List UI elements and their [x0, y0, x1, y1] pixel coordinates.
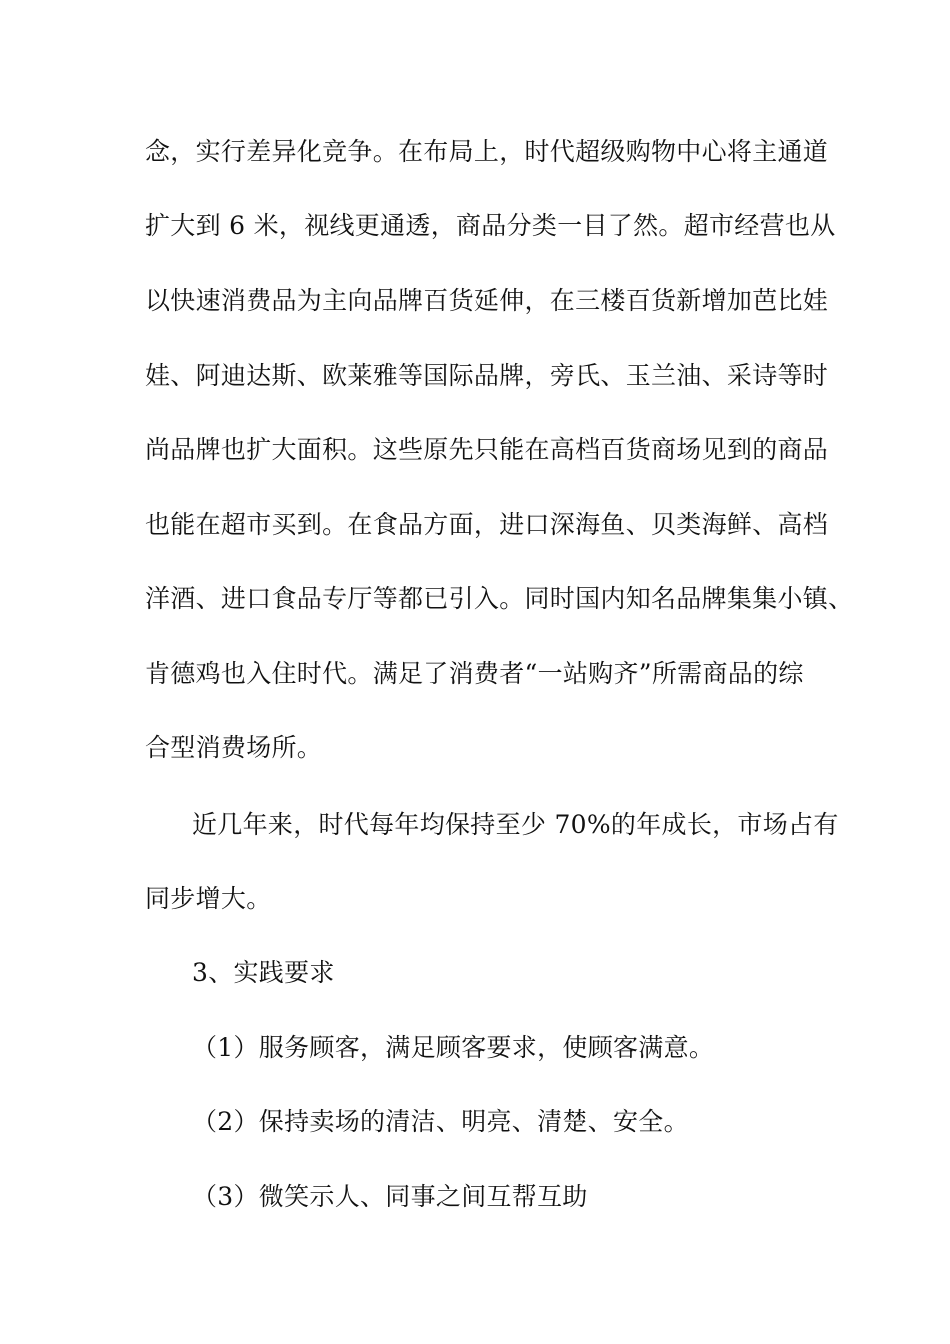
paragraph-line: 同步增大。	[145, 884, 272, 913]
paragraph-line: 合型消费场所。	[145, 733, 323, 762]
paragraph-line: 尚品牌也扩大面积。这些原先只能在高档百货商场见到的商品	[145, 435, 829, 464]
paragraph-line: 肯德鸡也入住时代。满足了消费者“一站购齐”所需商品的综	[145, 659, 804, 688]
paragraph-line: 洋酒、进口食品专厅等都已引入。同时国内知名品牌集集小镇、	[145, 584, 854, 613]
paragraph-line: 娃、阿迪达斯、欧莱雅等国际品牌，旁氏、玉兰油、采诗等时	[145, 361, 829, 390]
paragraph-line: 扩大到 6 米，视线更通透，商品分类一目了然。超市经营也从	[145, 211, 836, 240]
paragraph-line: 以快速消费品为主向品牌百货延伸，在三楼百货新增加芭比娃	[145, 286, 829, 315]
section-heading: 3、实践要求	[192, 958, 335, 987]
requirement-item: （3）微笑示人、同事之间互帮互助	[192, 1182, 588, 1211]
paragraph-line: 念，实行差异化竞争。在布局上，时代超级购物中心将主通道	[145, 137, 829, 166]
paragraph-line: 近几年来，时代每年均保持至少 70%的年成长，市场占有	[192, 810, 839, 839]
paragraph-line: 也能在超市买到。在食品方面，进口深海鱼、贝类海鲜、高档	[145, 510, 829, 539]
requirement-item: （1）服务顾客，满足顾客要求，使顾客满意。	[192, 1033, 715, 1062]
requirement-item: （2）保持卖场的清洁、明亮、清楚、安全。	[192, 1107, 689, 1136]
